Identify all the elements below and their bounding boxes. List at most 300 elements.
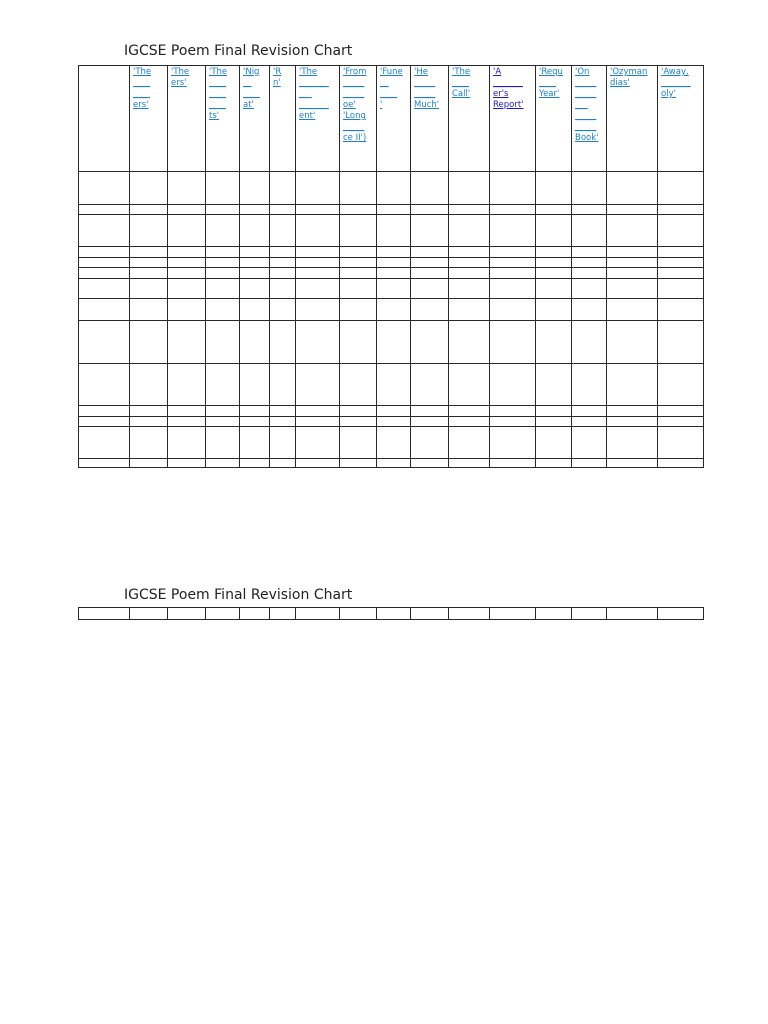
- table-cell: [79, 608, 130, 620]
- table-cell: [449, 247, 490, 258]
- table-cell: [130, 299, 168, 321]
- table-cell: [130, 258, 168, 268]
- table-cell: [658, 172, 704, 205]
- poem-link[interactable]: 'Nig: [243, 67, 260, 77]
- table-cell: [607, 247, 658, 258]
- table-cell: [130, 406, 168, 417]
- table-cell: [168, 427, 206, 459]
- table-cell: [658, 406, 704, 417]
- table-row: [79, 258, 704, 268]
- poem-link[interactable]: ___: [299, 89, 312, 99]
- table-cell: [490, 247, 536, 258]
- poem-link[interactable]: Call': [452, 89, 471, 99]
- table-cell: [658, 215, 704, 247]
- table-cell: [270, 268, 296, 279]
- table-cell: [572, 205, 607, 215]
- table-cell: [490, 608, 536, 620]
- poem-link[interactable]: ____: [209, 78, 226, 88]
- table-cell: [340, 321, 377, 364]
- table-cell: [572, 268, 607, 279]
- poem-link[interactable]: _____: [343, 122, 365, 132]
- poem-header-cell: [658, 66, 704, 172]
- table-cell: [296, 205, 340, 215]
- table-row: [79, 247, 704, 258]
- table-cell: [377, 406, 411, 417]
- table-cell: [607, 268, 658, 279]
- table-cell: [270, 459, 296, 468]
- poem-header-cell: [206, 66, 240, 172]
- table-cell: [206, 406, 240, 417]
- table-cell: [340, 459, 377, 468]
- poem-header-cell: [377, 66, 411, 172]
- table-cell: [240, 172, 270, 205]
- poem-link[interactable]: _____: [343, 78, 365, 88]
- table-cell: [536, 268, 572, 279]
- table-cell: [536, 427, 572, 459]
- poem-link[interactable]: Report': [493, 100, 524, 110]
- poem-header-cell: [536, 66, 572, 172]
- table-cell: [270, 258, 296, 268]
- table-cell: [270, 364, 296, 406]
- table-cell: [296, 459, 340, 468]
- table-cell: [607, 417, 658, 427]
- poem-link[interactable]: 'He: [414, 67, 428, 77]
- table-cell: [79, 258, 130, 268]
- table-row: [79, 299, 704, 321]
- table-cell: [607, 364, 658, 406]
- poem-link[interactable]: _____: [575, 111, 597, 121]
- poem-link[interactable]: ce II'): [343, 133, 367, 143]
- table-cell: [340, 406, 377, 417]
- table-cell: [270, 205, 296, 215]
- table-cell: [658, 427, 704, 459]
- poem-link[interactable]: er's: [493, 89, 509, 99]
- table-cell: [79, 321, 130, 364]
- table-cell: [340, 268, 377, 279]
- table-cell: [296, 427, 340, 459]
- poem-link[interactable]: oly': [661, 89, 676, 99]
- poem-link[interactable]: ': [380, 100, 383, 110]
- poem-link[interactable]: 'The: [133, 67, 152, 77]
- table-cell: [377, 268, 411, 279]
- table-cell: [130, 427, 168, 459]
- table-cell: [130, 215, 168, 247]
- table-cell: [206, 215, 240, 247]
- table-cell: [130, 279, 168, 299]
- table-cell: [168, 172, 206, 205]
- poem-link[interactable]: __: [380, 78, 389, 88]
- poem-link[interactable]: _______: [299, 100, 329, 110]
- table-cell: [168, 279, 206, 299]
- table-cell: [449, 215, 490, 247]
- table-cell: [411, 215, 449, 247]
- revision-chart-table-continued: [78, 607, 704, 620]
- table-cell: [490, 406, 536, 417]
- poem-link[interactable]: ts': [209, 111, 220, 121]
- table-cell: [168, 258, 206, 268]
- table-cell: [240, 608, 270, 620]
- page-title-2: IGCSE Poem Final Revision Chart: [124, 587, 353, 603]
- table-cell: [607, 608, 658, 620]
- poem-header-cell: [340, 66, 377, 172]
- poem-link[interactable]: Much': [414, 100, 440, 110]
- table-cell: [340, 247, 377, 258]
- table-cell: [296, 215, 340, 247]
- table-cell: [490, 215, 536, 247]
- table-cell: [607, 215, 658, 247]
- revision-chart-table: [78, 65, 704, 468]
- table-cell: [168, 205, 206, 215]
- table-cell: [206, 172, 240, 205]
- table-cell: [411, 205, 449, 215]
- table-cell: [449, 299, 490, 321]
- poem-link[interactable]: ___: [575, 100, 588, 110]
- table-cell: [607, 172, 658, 205]
- table-row: [79, 215, 704, 247]
- table-cell: [270, 608, 296, 620]
- table-cell: [206, 321, 240, 364]
- table-cell: [168, 406, 206, 417]
- table-cell: [607, 427, 658, 459]
- table-cell: [490, 417, 536, 427]
- poem-header-cell: [490, 66, 536, 172]
- table-cell: [572, 417, 607, 427]
- poem-link[interactable]: ____: [209, 89, 226, 99]
- table-cell: [340, 215, 377, 247]
- table-cell: [206, 205, 240, 215]
- table-cell: [168, 247, 206, 258]
- table-cell: [270, 406, 296, 417]
- table-cell: [377, 247, 411, 258]
- table-cell: [449, 172, 490, 205]
- table-cell: [240, 427, 270, 459]
- table-cell: [206, 258, 240, 268]
- table-cell: [536, 364, 572, 406]
- table-cell: [411, 406, 449, 417]
- table-cell: [411, 279, 449, 299]
- poem-link[interactable]: dias': [610, 78, 630, 88]
- table-cell: [572, 279, 607, 299]
- poem-link[interactable]: _______: [661, 78, 691, 88]
- table-cell: [411, 608, 449, 620]
- poem-link[interactable]: n': [273, 78, 281, 88]
- poem-link[interactable]: ____: [452, 78, 469, 88]
- table-cell: [168, 321, 206, 364]
- table-cell: [490, 427, 536, 459]
- table-cell: [536, 279, 572, 299]
- table-cell: [607, 459, 658, 468]
- table-cell: [168, 459, 206, 468]
- table-cell: [206, 417, 240, 427]
- table-cell: [536, 247, 572, 258]
- table-cell: [658, 247, 704, 258]
- poem-link[interactable]: 'Long: [343, 111, 366, 121]
- table-row: [79, 172, 704, 205]
- table-cell: [79, 417, 130, 427]
- table-cell: [340, 299, 377, 321]
- table-cell: [449, 321, 490, 364]
- poem-link[interactable]: _____: [575, 78, 597, 88]
- table-cell: [536, 299, 572, 321]
- table-cell: [296, 258, 340, 268]
- table-cell: [296, 172, 340, 205]
- poem-link[interactable]: ____: [209, 100, 226, 110]
- poem-header-cell: [607, 66, 658, 172]
- table-cell: [296, 417, 340, 427]
- poem-header-cell: [449, 66, 490, 172]
- table-cell: [449, 364, 490, 406]
- table-cell: [572, 247, 607, 258]
- table-cell: [206, 299, 240, 321]
- poem-link[interactable]: 'R: [273, 67, 282, 77]
- table-cell: [607, 205, 658, 215]
- poem-link[interactable]: oe': [343, 100, 356, 110]
- table-cell: [411, 417, 449, 427]
- poem-header-cell: [130, 66, 168, 172]
- table-cell: [411, 427, 449, 459]
- table-cell: [490, 268, 536, 279]
- table-cell: [79, 247, 130, 258]
- table-cell: [130, 268, 168, 279]
- table-cell: [79, 364, 130, 406]
- table-cell: [340, 205, 377, 215]
- poem-link[interactable]: 'From: [343, 67, 367, 77]
- table-cell: [490, 258, 536, 268]
- poem-link[interactable]: 'A: [493, 67, 502, 77]
- table-cell: [79, 406, 130, 417]
- table-cell: [411, 459, 449, 468]
- table-cell: [79, 172, 130, 205]
- table-cell: [449, 258, 490, 268]
- table-cell: [572, 364, 607, 406]
- table-cell: [296, 299, 340, 321]
- table-cell: [572, 299, 607, 321]
- table-cell: [411, 258, 449, 268]
- table-cell: [270, 172, 296, 205]
- poem-link[interactable]: 'The: [209, 67, 228, 77]
- table-cell: [572, 321, 607, 364]
- poem-link[interactable]: Year': [539, 89, 560, 99]
- poem-header-cell: [168, 66, 206, 172]
- table-cell: [206, 247, 240, 258]
- table-cell: [536, 608, 572, 620]
- table-cell: [490, 279, 536, 299]
- poem-link[interactable]: 'The: [299, 67, 318, 77]
- table-cell: [206, 608, 240, 620]
- table-cell: [240, 321, 270, 364]
- poem-link[interactable]: ____: [539, 78, 556, 88]
- poem-link[interactable]: __: [243, 78, 252, 88]
- table-row: [79, 608, 704, 620]
- table-cell: [270, 247, 296, 258]
- table-cell: [130, 205, 168, 215]
- table-cell: [572, 215, 607, 247]
- table-cell: [377, 417, 411, 427]
- table-cell: [130, 172, 168, 205]
- table-cell: [449, 279, 490, 299]
- poem-link[interactable]: ____: [243, 89, 260, 99]
- table-cell: [240, 459, 270, 468]
- table-cell: [658, 205, 704, 215]
- table-cell: [377, 364, 411, 406]
- table-cell: [536, 215, 572, 247]
- poem-link[interactable]: 'Fune: [380, 67, 403, 77]
- table-cell: [240, 268, 270, 279]
- table-row: [79, 205, 704, 215]
- table-cell: [296, 279, 340, 299]
- table-cell: [490, 364, 536, 406]
- table-row: [79, 268, 704, 279]
- poem-link[interactable]: _____: [414, 89, 436, 99]
- table-cell: [270, 321, 296, 364]
- poem-header-cell: [296, 66, 340, 172]
- table-cell: [377, 459, 411, 468]
- table-cell: [130, 247, 168, 258]
- table-cell: [296, 247, 340, 258]
- poem-link[interactable]: Book': [575, 133, 599, 143]
- table-cell: [658, 279, 704, 299]
- table-cell: [377, 215, 411, 247]
- table-cell: [240, 258, 270, 268]
- table-cell: [377, 321, 411, 364]
- table-cell: [377, 608, 411, 620]
- table-cell: [240, 417, 270, 427]
- table-cell: [607, 299, 658, 321]
- table-cell: [607, 258, 658, 268]
- poem-link[interactable]: _____: [575, 89, 597, 99]
- poem-header-cell: [270, 66, 296, 172]
- table-cell: [377, 205, 411, 215]
- table-cell: [168, 608, 206, 620]
- table-cell: [411, 321, 449, 364]
- poem-link[interactable]: 'The: [171, 67, 190, 77]
- table-row: [79, 459, 704, 468]
- table-cell: [79, 205, 130, 215]
- table-row: [79, 427, 704, 459]
- poem-link[interactable]: ____: [380, 89, 397, 99]
- poem-link[interactable]: _____: [343, 89, 365, 99]
- poem-header-cell: [240, 66, 270, 172]
- table-cell: [536, 172, 572, 205]
- table-cell: [340, 279, 377, 299]
- table-cell: [270, 427, 296, 459]
- table-cell: [206, 459, 240, 468]
- table-cell: [240, 299, 270, 321]
- table-cell: [79, 279, 130, 299]
- table-cell: [572, 258, 607, 268]
- poem-link[interactable]: _______: [493, 78, 523, 88]
- table-cell: [340, 172, 377, 205]
- poem-link[interactable]: at': [243, 100, 254, 110]
- table-cell: [79, 215, 130, 247]
- poem-header-row: [79, 66, 704, 172]
- table-cell: [340, 258, 377, 268]
- table-cell: [411, 364, 449, 406]
- table-cell: [79, 427, 130, 459]
- table-cell: [79, 299, 130, 321]
- table-cell: [79, 459, 130, 468]
- table-cell: [340, 608, 377, 620]
- table-cell: [572, 459, 607, 468]
- table-cell: [340, 427, 377, 459]
- table-cell: [377, 299, 411, 321]
- poem-link[interactable]: 'Requ: [539, 67, 563, 77]
- table-cell: [572, 172, 607, 205]
- table-cell: [607, 321, 658, 364]
- table-cell: [536, 258, 572, 268]
- poem-link[interactable]: ____: [133, 78, 150, 88]
- table-cell: [377, 427, 411, 459]
- table-cell: [658, 459, 704, 468]
- poem-link[interactable]: 'The: [452, 67, 471, 77]
- table-cell: [270, 417, 296, 427]
- table-cell: [130, 321, 168, 364]
- table-cell: [270, 299, 296, 321]
- table-cell: [449, 459, 490, 468]
- table-cell: [240, 364, 270, 406]
- table-cell: [377, 258, 411, 268]
- table-cell: [490, 321, 536, 364]
- table-row: [79, 406, 704, 417]
- table-cell: [240, 406, 270, 417]
- poem-link[interactable]: 'Away,: [661, 67, 689, 77]
- table-cell: [536, 406, 572, 417]
- poem-link[interactable]: ent': [299, 111, 316, 121]
- table-cell: [490, 205, 536, 215]
- table-cell: [130, 417, 168, 427]
- table-cell: [270, 215, 296, 247]
- poem-link[interactable]: 'On: [575, 67, 590, 77]
- table-cell: [490, 459, 536, 468]
- table-cell: [572, 427, 607, 459]
- poem-link[interactable]: ers': [133, 100, 149, 110]
- table-cell: [296, 406, 340, 417]
- table-cell: [270, 279, 296, 299]
- table-cell: [168, 364, 206, 406]
- table-cell: [79, 268, 130, 279]
- poem-link[interactable]: 'Ozyman: [610, 67, 648, 77]
- table-cell: [240, 215, 270, 247]
- table-cell: [168, 299, 206, 321]
- table-cell: [411, 247, 449, 258]
- table-cell: [206, 364, 240, 406]
- table-cell: [240, 279, 270, 299]
- table-cell: [411, 299, 449, 321]
- poem-link[interactable]: ____: [133, 89, 150, 99]
- table-cell: [411, 172, 449, 205]
- table-cell: [449, 268, 490, 279]
- table-cell: [449, 608, 490, 620]
- table-cell: [168, 268, 206, 279]
- table-cell: [536, 459, 572, 468]
- poem-header-cell: [572, 66, 607, 172]
- table-cell: [607, 279, 658, 299]
- table-cell: [607, 406, 658, 417]
- table-cell: [168, 215, 206, 247]
- table-cell: [658, 268, 704, 279]
- table-cell: [206, 427, 240, 459]
- table-cell: [658, 321, 704, 364]
- poem-link[interactable]: ers': [171, 78, 187, 88]
- table-cell: [130, 608, 168, 620]
- poem-link[interactable]: _______: [299, 78, 329, 88]
- poem-link[interactable]: _____: [414, 78, 436, 88]
- table-cell: [296, 268, 340, 279]
- table-cell: [536, 205, 572, 215]
- table-cell: [340, 417, 377, 427]
- poem-link[interactable]: _____: [575, 122, 597, 132]
- table-cell: [240, 247, 270, 258]
